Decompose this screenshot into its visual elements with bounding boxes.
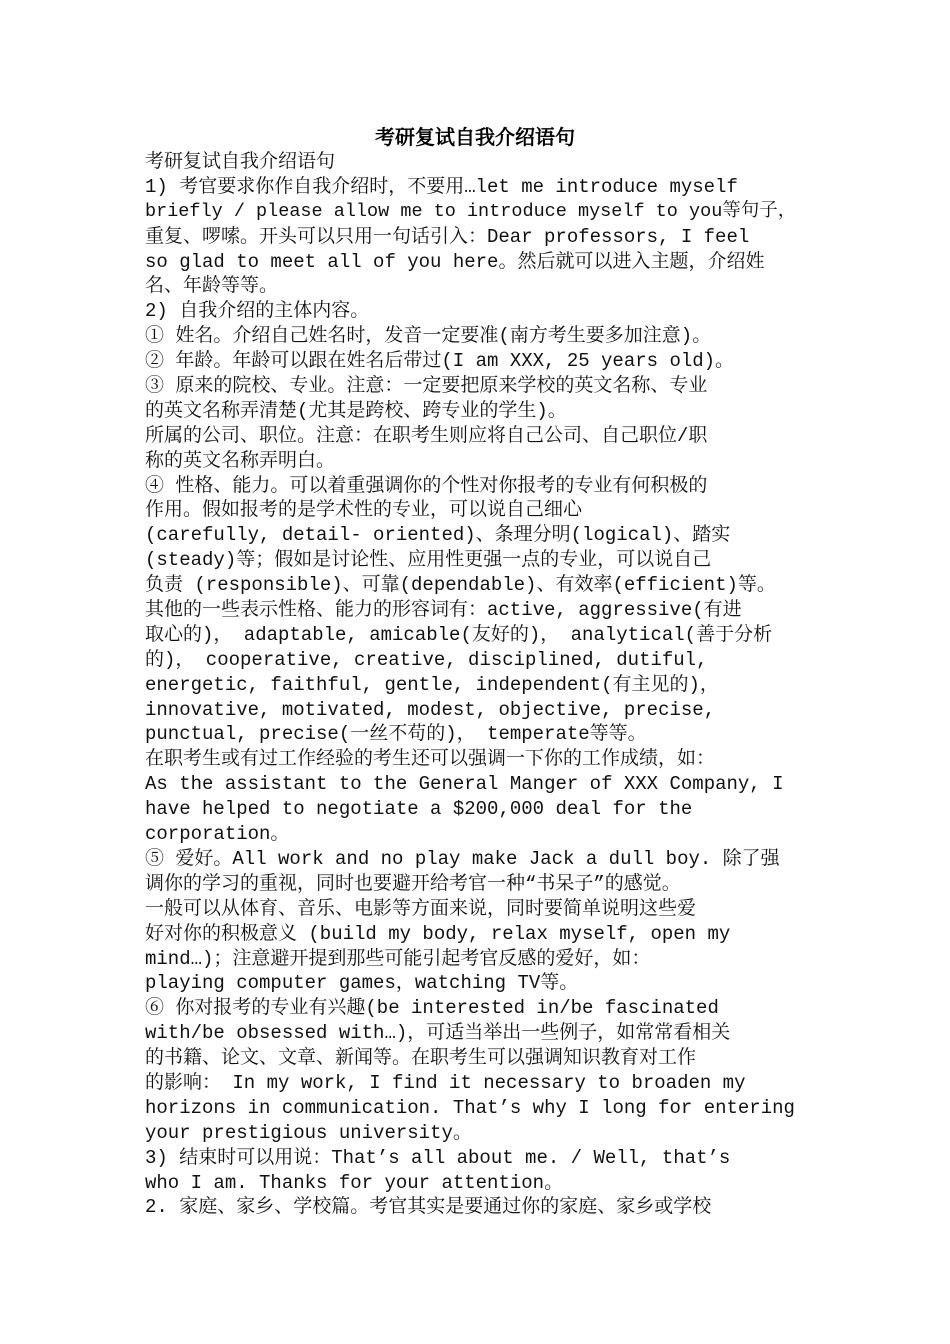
text-line: ⑥ 你对报考的专业有兴趣(be interested in/be fascinated: [145, 997, 719, 1020]
text-line: punctual, precise(一丝不苟的)， temperate等等。: [145, 723, 647, 746]
text-line: ⑤ 爱好。All work and no play make Jack a dull boy. 除了强: [145, 847, 780, 870]
document-body: [145, 150, 810, 1220]
text-line: mind…)；注意避开提到那些可能引起考官反感的爱好，如：: [145, 947, 651, 970]
text-line: innovative, motivated, modest, objective, precise,: [145, 698, 716, 721]
text-line: ④ 性格、能力。可以着重强调你的个性对你报考的专业有何积极的: [145, 474, 708, 497]
text-line: 重复、啰嗦。开头可以只用一句话引入：Dear professors, I feel: [145, 225, 750, 248]
text-line: 1) 考官要求你作自我介绍时，不要用…let me introduce myself: [145, 175, 738, 198]
text-line: with/be obsessed with…)，可适当举出一些例子，如常常看相关: [145, 1022, 731, 1045]
text-line: have helped to negotiate a $200,000 deal for the: [145, 798, 693, 821]
text-line: playing computer games，watching TV等。: [145, 972, 579, 995]
page-title: 考研复试自我介绍语句: [375, 125, 575, 149]
text-line: 称的英文名称弄明白。: [145, 449, 336, 472]
text-line: ③ 原来的院校、专业。注意：一定要把原来学校的英文名称、专业: [145, 375, 708, 398]
text-line: 的影响： In my work, I find it necessary to broaden my: [145, 1071, 746, 1094]
text-line: corporation。: [145, 823, 290, 846]
text-line: so glad to meet all of you here。然后就可以进入主题，介绍姓: [145, 250, 765, 273]
text-line: horizons in communication. That’s why I long for entering: [145, 1096, 795, 1119]
text-line: 一般可以从体育、音乐、电影等方面来说，同时要简单说明这些爱: [145, 897, 697, 920]
text-line: 3) 结束时可以用说：That’s all about me. / Well, that’s: [145, 1146, 731, 1169]
text-line: who I am. Thanks for your attention。: [145, 1171, 564, 1194]
text-line: 在职考生或有过工作经验的考生还可以强调一下你的工作成绩，如：: [145, 748, 716, 771]
text-line: 调你的学习的重视，同时也要避开给考官一种“书呆子”的感觉。: [145, 872, 681, 895]
text-line: As the assistant to the General Manger of XXX Company, I: [145, 773, 784, 796]
text-line: 的书籍、论文、文章、新闻等。在职考生可以强调知识教育对工作: [145, 1047, 697, 1070]
text-line: 取心的)， adaptable, amicable(友好的)， analytical(善于分析: [145, 623, 773, 646]
text-line: ② 年龄。年龄可以跟在姓名后带过(I am XXX, 25 years old)。: [145, 350, 735, 373]
text-line: 名、年龄等等。: [145, 275, 279, 298]
text-line: briefly / please allow me to introduce myself to you等句子，: [145, 200, 797, 222]
text-line: 的英文名称弄清楚(尤其是跨校、跨专业的学生)。: [145, 399, 567, 422]
text-line: (carefully, detail- oriented)、条理分明(logical)、踏实: [145, 524, 731, 547]
text-line: (steady)等；假如是讨论性、应用性更强一点的专业，可以说自己: [145, 549, 712, 572]
text-line: your prestigious university。: [145, 1121, 472, 1144]
text-line: 作用。假如报考的是学术性的专业，可以说自己细心: [145, 499, 583, 522]
text-line: 其他的一些表示性格、能力的形容词有：active, aggressive(有进: [145, 599, 742, 622]
text-line: 2. 家庭、家乡、学校篇。考官其实是要通过你的家庭、家乡或学校: [145, 1196, 712, 1219]
text-line: 的)， cooperative, creative, disciplined, dutiful,: [145, 648, 708, 671]
text-line: 考研复试自我介绍语句: [145, 151, 336, 173]
text-line: 好对你的积极意义 (build my body, relax myself, open my: [145, 922, 731, 945]
text-line: energetic, faithful, gentle, independent(有主见的)，: [145, 673, 719, 696]
text-line: ① 姓名。介绍自己姓名时，发音一定要准(南方考生要多加注意)。: [145, 325, 712, 348]
text-line: 负责 (responsible)、可靠(dependable)、有效率(efficient)等。: [145, 574, 776, 597]
text-line: 2) 自我介绍的主体内容。: [145, 300, 370, 323]
text-line: 所属的公司、职位。注意：在职考生则应将自己公司、自己职位/职: [145, 424, 708, 447]
